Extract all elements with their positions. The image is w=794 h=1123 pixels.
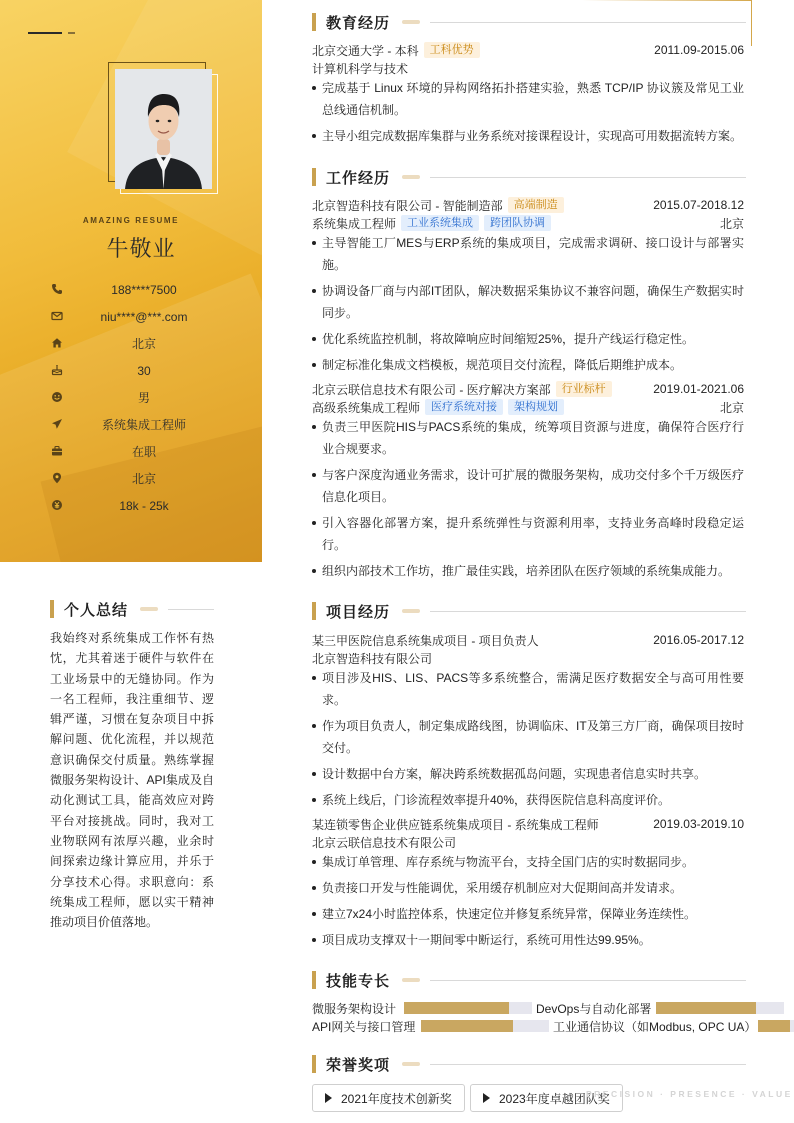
work-entry bbox=[312, 380, 744, 586]
list-item: 负责三甲医院HIS与PACS系统的集成，统筹项目资源与进度，确保符合医疗行业合规要求。 bbox=[312, 416, 744, 460]
summary-section-header bbox=[50, 599, 214, 619]
project-name: 某三甲医院信息系统集成项目 - 项目负责人 bbox=[312, 633, 539, 648]
skill-level-fill bbox=[758, 1020, 790, 1032]
skill-name: 微服务架构设计 bbox=[312, 1001, 397, 1016]
watermark-text: PRECISION · PRESENCE · VALUE bbox=[586, 1089, 793, 1099]
home-icon bbox=[51, 337, 63, 349]
project-org: 北京云联信息技术有限公司 bbox=[312, 835, 457, 850]
award-badge bbox=[312, 1084, 465, 1112]
list-item: 负责接口开发与性能调优，采用缓存机制应对大促期间高并发请求。 bbox=[312, 877, 744, 899]
info-value: 北京 bbox=[131, 337, 156, 351]
contact-info-list bbox=[48, 276, 240, 519]
list-item: 制定标准化集成文档模板，规范项目交付流程，降低后期维护成本。 bbox=[312, 354, 744, 376]
project-org: 北京智造科技有限公司 bbox=[312, 651, 433, 666]
list-item: 优化系统监控机制，将故障响应时间缩短25%，提升产线运行稳定性。 bbox=[312, 328, 744, 350]
section-accent-bar bbox=[312, 13, 316, 31]
info-status bbox=[48, 438, 240, 465]
list-item: 组织内部技术工作坊，推广最佳实践，培养团队在医疗领域的系统集成能力。 bbox=[312, 560, 744, 582]
job-role: 高级系统集成工程师 bbox=[312, 400, 421, 415]
info-value: niu****@***.com bbox=[100, 309, 188, 324]
project-org-row bbox=[312, 833, 744, 851]
section-accent-bar bbox=[312, 971, 316, 989]
project-entry bbox=[312, 815, 744, 955]
info-email bbox=[48, 303, 240, 330]
work-bullets bbox=[312, 232, 744, 376]
project-header-row bbox=[312, 815, 744, 833]
section-accent-bar bbox=[50, 600, 54, 618]
education-date: 2011.09-2015.06 bbox=[654, 43, 744, 57]
section-accent-bar bbox=[312, 1055, 316, 1073]
section-pill bbox=[402, 175, 420, 179]
company-name: 北京云联信息技术有限公司 - 医疗解决方案部 bbox=[312, 382, 551, 397]
work-city: 北京 bbox=[719, 216, 744, 231]
work-bullets bbox=[312, 416, 744, 582]
skill-item bbox=[553, 1018, 756, 1034]
education-header-row bbox=[312, 41, 744, 59]
section-title: 教育经历 bbox=[326, 14, 391, 32]
role-tag: 工业系统集成 bbox=[401, 215, 479, 231]
skill-level-bar bbox=[404, 1002, 532, 1014]
cake-icon bbox=[51, 364, 63, 376]
info-position bbox=[48, 411, 240, 438]
project-date: 2016.05-2017.12 bbox=[653, 633, 744, 647]
work-date: 2015.07-2018.12 bbox=[653, 198, 744, 212]
education-bullets bbox=[312, 77, 744, 147]
list-item: 设计数据中台方案，解决跨系统数据孤岛问题，实现患者信息实时共享。 bbox=[312, 763, 744, 785]
role-tag: 医疗系统对接 bbox=[425, 399, 503, 415]
skill-item bbox=[312, 1018, 415, 1034]
work-entry bbox=[312, 196, 744, 380]
work-header-row bbox=[312, 380, 744, 398]
skill-name: DevOps与自动化部署 bbox=[536, 1001, 652, 1016]
project-header-row bbox=[312, 631, 744, 649]
sidebar-panel bbox=[0, 0, 262, 562]
candidate-name: 牛敬业 bbox=[106, 236, 176, 261]
education-entry bbox=[312, 41, 744, 151]
section-title: 技能专长 bbox=[326, 972, 391, 990]
work-city: 北京 bbox=[719, 400, 744, 415]
company-tag: 高端制造 bbox=[508, 197, 564, 213]
work-section-header bbox=[312, 167, 746, 187]
company-name: 北京智造科技有限公司 - 智能制造部 bbox=[312, 198, 503, 213]
play-triangle-icon bbox=[483, 1093, 490, 1103]
section-accent-bar bbox=[312, 602, 316, 620]
info-home bbox=[48, 330, 240, 357]
award-label: 2021年度技术创新奖 bbox=[341, 1091, 452, 1106]
info-value: 北京 bbox=[131, 472, 156, 486]
info-value: 30 bbox=[137, 363, 151, 378]
school-tag: 工科优势 bbox=[424, 42, 480, 58]
info-value: 系统集成工程师 bbox=[101, 418, 186, 432]
info-salary bbox=[48, 492, 240, 519]
section-pill bbox=[402, 1062, 420, 1066]
skill-level-fill bbox=[656, 1002, 756, 1014]
role-tag: 跨团队协调 bbox=[484, 215, 551, 231]
section-rule bbox=[430, 611, 746, 612]
portrait-image bbox=[115, 69, 212, 189]
school-name: 北京交通大学 - 本科 bbox=[312, 43, 419, 58]
send-icon bbox=[51, 418, 63, 430]
section-rule bbox=[430, 1064, 746, 1065]
project-bullets bbox=[312, 667, 744, 811]
info-gender bbox=[48, 384, 240, 411]
location-pin-icon bbox=[51, 472, 63, 484]
resume-tagline: AMAZING RESUME bbox=[82, 216, 180, 225]
decor-dash bbox=[68, 32, 75, 34]
job-role: 系统集成工程师 bbox=[312, 216, 397, 231]
info-value: 18k - 25k bbox=[119, 498, 169, 513]
skill-level-fill bbox=[421, 1020, 513, 1032]
list-item: 完成基于 Linux 环境的异构网络拓扑搭建实验，熟悉 TCP/IP 协议簇及常见工业总线通信机制。 bbox=[312, 77, 744, 121]
section-rule bbox=[430, 980, 746, 981]
project-name: 某连锁零售企业供应链系统集成项目 - 系统集成工程师 bbox=[312, 817, 599, 832]
award-label: 2023年度卓越团队奖 bbox=[499, 1091, 610, 1106]
skill-item bbox=[536, 1000, 651, 1016]
skill-name: API网关与接口管理 bbox=[312, 1019, 416, 1034]
education-section-header bbox=[312, 12, 746, 32]
info-value: 188****7500 bbox=[111, 282, 177, 297]
section-rule bbox=[168, 609, 214, 610]
info-age bbox=[48, 357, 240, 384]
projects-section-header bbox=[312, 601, 746, 621]
project-org-row bbox=[312, 649, 744, 667]
section-title: 个人总结 bbox=[64, 601, 129, 619]
skill-level-bar bbox=[758, 1020, 794, 1032]
section-pill bbox=[402, 609, 420, 613]
skill-item bbox=[312, 1000, 396, 1016]
list-item: 项目成功支撑双十一期间零中断运行，系统可用性达99.95%。 bbox=[312, 929, 744, 951]
section-accent-bar bbox=[312, 168, 316, 186]
education-major-row bbox=[312, 59, 744, 77]
list-item: 引入容器化部署方案，提升系统弹性与资源利用率，支持业务高峰时段稳定运行。 bbox=[312, 512, 744, 556]
section-pill bbox=[402, 20, 420, 24]
summary-text: 我始终对系统集成工作怀有热忱，尤其着迷于硬件与软件在工业场景中的无缝协同。作为一名工程师，我注重细节、逻辑严谨，习惯在复杂项目中拆解问题、优化流程，并以规范意识确保交付质量。熟练掌握微服务架构设计、API集成及自动化测试工具，能高效应对跨平台对接挑战。同时，我对工业物联网有浓厚兴趣，业余时间探索边缘计算应用，并乐于分享技术心得。求职意向：系统集成工程师，愿以实干精神推动项目价值落地。 bbox=[50, 631, 214, 930]
list-item: 建立7x24小时监控体系，快速定位并修复系统异常，保障业务连续性。 bbox=[312, 903, 744, 925]
work-role-row bbox=[312, 398, 744, 416]
role-tag: 架构规划 bbox=[508, 399, 564, 415]
major: 计算机科学与技术 bbox=[312, 61, 409, 76]
smiley-icon bbox=[51, 391, 63, 403]
skills-section-header bbox=[312, 970, 746, 990]
skill-level-bar bbox=[421, 1020, 549, 1032]
project-entry bbox=[312, 631, 744, 815]
briefcase-icon bbox=[51, 445, 63, 457]
mail-icon bbox=[51, 310, 63, 322]
info-phone bbox=[48, 276, 240, 303]
list-item: 系统上线后，门诊流程效率提升40%，获得医院信息科高度评价。 bbox=[312, 789, 744, 811]
project-bullets bbox=[312, 851, 744, 951]
skill-level-bar bbox=[656, 1002, 784, 1014]
info-value: 在职 bbox=[131, 445, 156, 459]
avatar bbox=[115, 69, 212, 189]
coin-icon bbox=[51, 499, 63, 511]
info-location bbox=[48, 465, 240, 492]
list-item: 集成订单管理、库存系统与物流平台，支持全国门店的实时数据同步。 bbox=[312, 851, 744, 873]
section-pill bbox=[402, 978, 420, 982]
work-header-row bbox=[312, 196, 744, 214]
section-title: 工作经历 bbox=[326, 169, 391, 187]
section-rule bbox=[430, 22, 746, 23]
info-value: 男 bbox=[137, 391, 150, 405]
work-role-row bbox=[312, 214, 744, 232]
play-triangle-icon bbox=[325, 1093, 332, 1103]
list-item: 主导智能工厂MES与ERP系统的集成项目，完成需求调研、接口设计与部署实施。 bbox=[312, 232, 744, 276]
list-item: 项目涉及HIS、LIS、PACS等多系统整合，需满足医疗数据安全与高可用性要求。 bbox=[312, 667, 744, 711]
work-date: 2019.01-2021.06 bbox=[653, 382, 744, 396]
awards-section-header bbox=[312, 1054, 746, 1074]
company-tag: 行业标杆 bbox=[556, 381, 612, 397]
phone-icon bbox=[51, 283, 63, 295]
list-item: 主导小组完成数据库集群与业务系统对接课程设计，实现高可用数据流转方案。 bbox=[312, 125, 744, 147]
section-title: 荣誉奖项 bbox=[326, 1056, 391, 1074]
skill-name: 工业通信协议（如Modbus, OPC UA） bbox=[553, 1019, 757, 1034]
skill-level-fill bbox=[404, 1002, 509, 1014]
decor-corner-line bbox=[582, 0, 752, 1]
section-pill bbox=[140, 607, 158, 611]
decor-line bbox=[28, 32, 62, 34]
list-item: 协调设备厂商与内部IT团队，解决数据采集协议不兼容问题，确保生产数据实时同步。 bbox=[312, 280, 744, 324]
list-item: 与客户深度沟通业务需求，设计可扩展的微服务架构，成功交付多个千万级医疗信息化项目。 bbox=[312, 464, 744, 508]
project-date: 2019.03-2019.10 bbox=[653, 817, 744, 831]
section-rule bbox=[430, 177, 746, 178]
section-title: 项目经历 bbox=[326, 603, 391, 621]
decor-corner-line bbox=[751, 0, 752, 46]
list-item: 作为项目负责人，制定集成路线图，协调临床、IT及第三方厂商，确保项目按时交付。 bbox=[312, 715, 744, 759]
